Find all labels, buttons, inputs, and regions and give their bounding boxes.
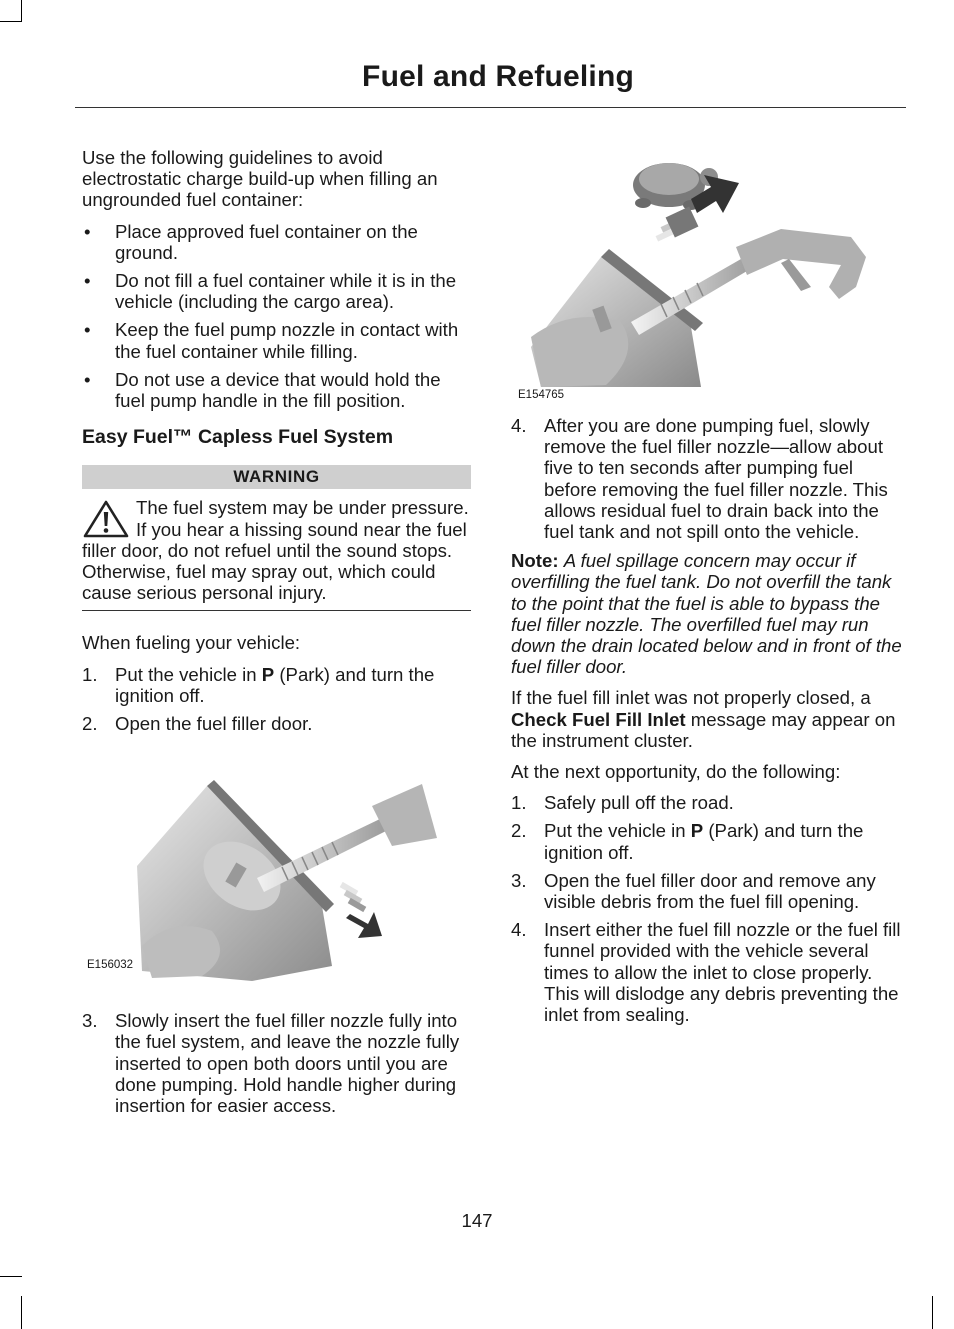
list-item [82, 369, 471, 411]
bullet-marker: • [84, 319, 91, 341]
right-column [511, 147, 904, 1032]
title-divider [75, 107, 906, 108]
step-number: 2. [82, 713, 98, 735]
step-item [82, 713, 471, 734]
bullet-marker: • [84, 270, 91, 292]
figure-id: E154765 [518, 389, 565, 401]
note-paragraph [511, 550, 904, 677]
step-text: Put the vehicle in [544, 820, 691, 842]
intro-paragraph: Use the following guidelines to avoid electrostatic charge build-up when filling an ungrounded fuel container: [82, 147, 438, 211]
step-text: Safely pull off the road. [544, 792, 734, 814]
fuel-nozzle-insertion-illustration [82, 746, 471, 986]
list-item-text: Do not use a device that would hold the fuel pump handle in the fill position. [115, 368, 441, 412]
inlet-text: message may appear on the instrument cluster. [511, 708, 896, 751]
guideline-list [82, 221, 471, 412]
step-text: (Park) and turn the ignition off. [115, 663, 435, 706]
step-item [511, 919, 904, 1025]
warning-label: WARNING [82, 465, 471, 489]
inlet-steps [511, 792, 904, 1025]
step-item [511, 792, 904, 813]
note-text: A fuel spillage concern may occur if overfilling the fuel tank. Do not overfill the tank to the point that the fuel is able to bypass the fuel filler nozzle. The overfilled fuel may run down the drain located below and in front of the fuel filler door. [511, 550, 902, 678]
step-item [511, 415, 904, 542]
list-item [82, 319, 471, 361]
bullet-marker: • [84, 368, 91, 390]
list-item-text: Keep the fuel pump nozzle in contact with the fuel container while filling. [115, 319, 459, 362]
inlet-text: If the fuel fill inlet was not properly closed, a [511, 687, 871, 709]
list-item-text: Place approved fuel container on the ground. [115, 220, 418, 263]
crop-mark [21, 1296, 22, 1329]
crop-mark [0, 21, 22, 22]
step-text: Put the vehicle in [115, 663, 262, 685]
figure-nozzle-insert [82, 746, 471, 1010]
step-number: 3. [82, 1010, 98, 1032]
step-text: Insert either the fuel fill nozzle or the fuel fill funnel provided with the vehicle several times to allow the inlet to close properly. This will dislodge any debris preventing the inlet from sealing. [544, 919, 901, 1026]
step-number: 1. [511, 792, 527, 814]
step-text-bold: P [690, 820, 704, 842]
crop-mark [0, 1276, 22, 1277]
list-item-text: Do not fill a fuel container while it is in the vehicle (including the cargo area). [115, 270, 457, 313]
step-number: 4. [511, 919, 527, 941]
fueling-intro: When fueling your vehicle: [82, 632, 301, 654]
page-number: 147 [461, 1210, 493, 1231]
warning-text: The fuel system may be under pressure. If you hear a hissing sound near the fuel filler door, do not refuel until the sound stops. Otherwise, fuel may spray out, which could cause serious personal injury. [82, 497, 469, 604]
step-item [511, 870, 904, 912]
figure-nozzle-remove [511, 147, 904, 415]
fueling-steps [82, 664, 471, 735]
left-column [82, 147, 471, 1123]
page-title: Fuel and Refueling [362, 60, 634, 93]
step-text: Open the fuel filler door. [115, 713, 313, 735]
step-text-bold: P [261, 663, 275, 685]
step-text: After you are done pumping fuel, slowly remove the fuel filler nozzle—allow about five to ten seconds after pumping fuel before removing the fuel filler nozzle. This allows residual fuel to drain back into the fuel tank and not spill onto the vehicle. [544, 415, 888, 543]
note-label: Note: [511, 550, 559, 572]
crop-mark [932, 1296, 933, 1329]
warning-body [82, 497, 471, 603]
next-opportunity-paragraph: At the next opportunity, do the following: [511, 761, 841, 783]
fueling-steps-continued [82, 1010, 471, 1116]
step-number: 2. [511, 820, 527, 842]
step-item [82, 664, 471, 706]
warning-divider [82, 610, 471, 611]
step-number: 3. [511, 869, 527, 891]
section-heading: Easy Fuel™ Capless Fuel System [82, 426, 394, 449]
step-item [511, 820, 904, 862]
crop-mark [21, 0, 22, 22]
inlet-paragraph [511, 687, 904, 751]
removal-steps [511, 415, 904, 542]
step-text: (Park) and turn the ignition off. [544, 820, 864, 863]
step-item [82, 1010, 471, 1116]
warning-triangle-icon [82, 499, 130, 539]
fuel-nozzle-removal-illustration [511, 147, 904, 392]
figure-id: E156032 [87, 959, 134, 972]
list-item [82, 221, 471, 263]
inlet-message: Check Fuel Fill Inlet [511, 708, 686, 730]
list-item [82, 270, 471, 312]
step-number: 4. [511, 415, 527, 436]
step-text: Open the fuel filler door and remove any visible debris from the fuel fill opening. [544, 869, 876, 913]
step-number: 1. [82, 663, 98, 685]
bullet-marker: • [84, 220, 91, 242]
step-text: Slowly insert the fuel filler nozzle fully into the fuel system, and leave the nozzle fully inserted to open both doors until you are done pumping. Hold handle higher during insertion for easier access. [115, 1010, 460, 1117]
